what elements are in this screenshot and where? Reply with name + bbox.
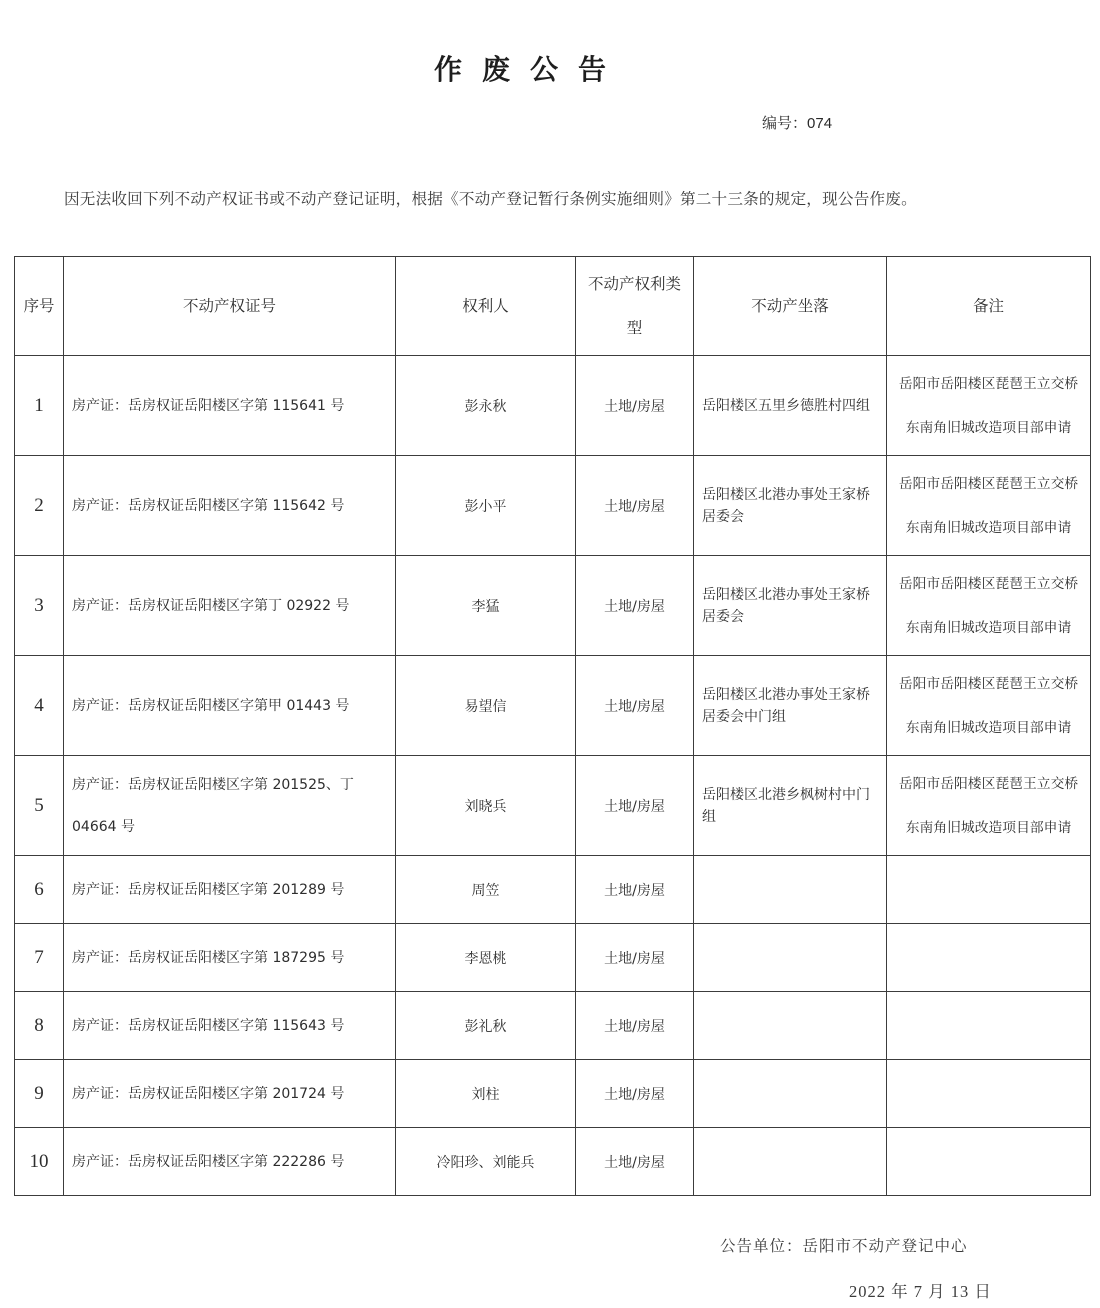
- table-row: [15, 992, 1091, 1060]
- cell-owner: 周笠: [396, 856, 576, 924]
- cell-cert: 房产证：岳房权证岳阳楼区字第丁 02922 号: [64, 556, 396, 656]
- cell-location: [694, 924, 887, 992]
- intro-paragraph: 因无法收回下列不动产权证书或不动产登记证明，根据《不动产登记暂行条例实施细则》第二十三条的规定，现公告作废。: [64, 190, 917, 208]
- cell-location: 岳阳楼区北港乡枫树村中门组: [694, 756, 887, 856]
- cell-type: 土地/房屋: [576, 756, 694, 856]
- cell-type: 土地/房屋: [576, 456, 694, 556]
- cell-note: 岳阳市岳阳楼区琵琶王立交桥东南角旧城改造项目部申请: [887, 656, 1091, 756]
- cell-type: 土地/房屋: [576, 1060, 694, 1128]
- cell-note: [887, 856, 1091, 924]
- cell-seq: 7: [15, 924, 64, 992]
- cell-seq: 6: [15, 856, 64, 924]
- cell-cert: 房产证：岳房权证岳阳楼区字第 201289 号: [64, 856, 396, 924]
- cell-type: 土地/房屋: [576, 992, 694, 1060]
- cell-type: 土地/房屋: [576, 656, 694, 756]
- cell-note: 岳阳市岳阳楼区琵琶王立交桥东南角旧城改造项目部申请: [887, 356, 1091, 456]
- cell-note: 岳阳市岳阳楼区琵琶王立交桥东南角旧城改造项目部申请: [887, 556, 1091, 656]
- cell-cert: 房产证：岳房权证岳阳楼区字第 115642 号: [64, 456, 396, 556]
- cell-note: [887, 1060, 1091, 1128]
- header-note: 备注: [887, 257, 1091, 356]
- cell-location: 岳阳楼区北港办事处王家桥居委会: [694, 556, 887, 656]
- cell-owner: 彭礼秋: [396, 992, 576, 1060]
- records-table: [14, 256, 1091, 1196]
- document-number-label: 编号：: [762, 114, 808, 132]
- cell-location: 岳阳楼区五里乡德胜村四组: [694, 356, 887, 456]
- cell-seq: 9: [15, 1060, 64, 1128]
- cell-cert: 房产证：岳房权证岳阳楼区字第 115641 号: [64, 356, 396, 456]
- cell-location: [694, 1060, 887, 1128]
- header-owner: 权利人: [396, 257, 576, 356]
- cell-cert: 房产证：岳房权证岳阳楼区字第 201724 号: [64, 1060, 396, 1128]
- header-cert: 不动产权证号: [64, 257, 396, 356]
- cell-seq: 8: [15, 992, 64, 1060]
- table-header-row: [15, 257, 1091, 356]
- cell-owner: 李恩桃: [396, 924, 576, 992]
- issue-date: 2022 年 7 月 13 日: [849, 1282, 992, 1301]
- cell-owner: 李猛: [396, 556, 576, 656]
- cell-owner: 刘晓兵: [396, 756, 576, 856]
- cell-seq: 5: [15, 756, 64, 856]
- page-title: 作废公告: [433, 53, 626, 86]
- cell-cert: 房产证：岳房权证岳阳楼区字第甲 01443 号: [64, 656, 396, 756]
- cell-seq: 2: [15, 456, 64, 556]
- cell-note: [887, 992, 1091, 1060]
- cell-note: 岳阳市岳阳楼区琵琶王立交桥东南角旧城改造项目部申请: [887, 756, 1091, 856]
- table-row: [15, 924, 1091, 992]
- cell-type: 土地/房屋: [576, 556, 694, 656]
- cell-owner: 冷阳珍、刘能兵: [396, 1128, 576, 1196]
- cell-location: [694, 992, 887, 1060]
- document-number: [762, 112, 832, 133]
- cell-seq: 3: [15, 556, 64, 656]
- table-row: [15, 1060, 1091, 1128]
- table-row: [15, 856, 1091, 924]
- cell-location: [694, 1128, 887, 1196]
- cell-owner: 刘柱: [396, 1060, 576, 1128]
- table-row: [15, 656, 1091, 756]
- cell-seq: 4: [15, 656, 64, 756]
- header-type: 不动产权利类型: [576, 257, 694, 356]
- cell-note: [887, 924, 1091, 992]
- cell-cert: 房产证：岳房权证岳阳楼区字第 201525、丁 04664 号: [64, 756, 396, 856]
- table-row: [15, 356, 1091, 456]
- cell-location: [694, 856, 887, 924]
- cell-cert: 房产证：岳房权证岳阳楼区字第 115643 号: [64, 992, 396, 1060]
- cell-owner: 易望信: [396, 656, 576, 756]
- document-number-value: 074: [807, 115, 833, 132]
- cell-owner: 彭小平: [396, 456, 576, 556]
- cell-location: 岳阳楼区北港办事处王家桥居委会: [694, 456, 887, 556]
- cell-note: 岳阳市岳阳楼区琵琶王立交桥东南角旧城改造项目部申请: [887, 456, 1091, 556]
- cell-type: 土地/房屋: [576, 356, 694, 456]
- cell-location: 岳阳楼区北港办事处王家桥居委会中门组: [694, 656, 887, 756]
- cell-seq: 10: [15, 1128, 64, 1196]
- table-row: [15, 1128, 1091, 1196]
- cell-cert: 房产证：岳房权证岳阳楼区字第 187295 号: [64, 924, 396, 992]
- issuing-unit: 公告单位：岳阳市不动产登记中心: [720, 1237, 968, 1255]
- cell-type: 土地/房屋: [576, 924, 694, 992]
- cell-owner: 彭永秋: [396, 356, 576, 456]
- cell-cert: 房产证：岳房权证岳阳楼区字第 222286 号: [64, 1128, 396, 1196]
- header-location: 不动产坐落: [694, 257, 887, 356]
- table-row: [15, 556, 1091, 656]
- cell-type: 土地/房屋: [576, 1128, 694, 1196]
- cell-type: 土地/房屋: [576, 856, 694, 924]
- cell-seq: 1: [15, 356, 64, 456]
- table-row: [15, 456, 1091, 556]
- cell-note: [887, 1128, 1091, 1196]
- table-row: [15, 756, 1091, 856]
- header-seq: 序号: [15, 257, 64, 356]
